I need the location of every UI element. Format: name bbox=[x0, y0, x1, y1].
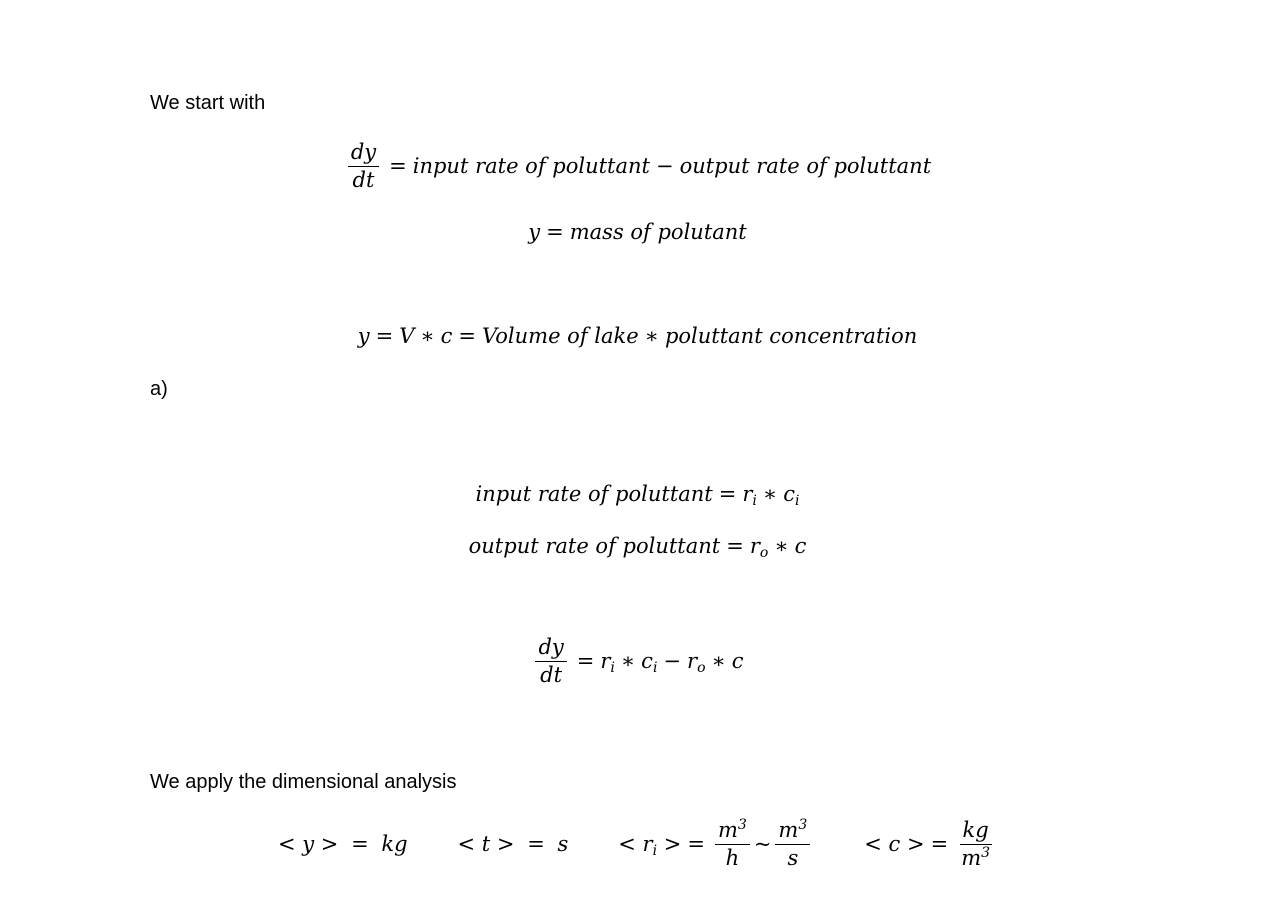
c-subscript: i bbox=[652, 659, 658, 676]
dim-ri-open: < r bbox=[618, 832, 653, 856]
fraction-numerator: dy bbox=[348, 142, 379, 167]
exponent: 3 bbox=[737, 817, 747, 833]
multiply-sign: ∗ bbox=[420, 324, 435, 348]
equation-dimensions bbox=[0, 817, 1275, 870]
concentration-term: poluttant concentration bbox=[664, 324, 918, 348]
equals-sign: = bbox=[351, 832, 369, 856]
dim-y bbox=[278, 834, 408, 855]
multiply-sign: ∗ bbox=[774, 534, 789, 558]
input-rate-term: input rate of poluttant bbox=[412, 154, 650, 178]
c-variable: c bbox=[731, 649, 744, 673]
r-subscript: o bbox=[759, 544, 769, 561]
c-variable: c bbox=[641, 649, 653, 673]
intro-text: We start with bbox=[150, 92, 266, 114]
r-variable: r bbox=[600, 649, 611, 673]
r-variable: r bbox=[687, 649, 698, 673]
multiply-sign: ∗ bbox=[762, 482, 778, 506]
fraction-numerator: $m^3$ bbox=[715, 820, 750, 845]
equals-sign: = bbox=[546, 220, 564, 244]
dim-y-rhs: kg bbox=[381, 832, 408, 856]
tilde-sign: ~ bbox=[753, 832, 772, 856]
fraction-denominator: h bbox=[725, 846, 740, 870]
fraction-m3-h bbox=[715, 817, 750, 870]
y-variable: y bbox=[357, 324, 370, 348]
equation-y-definition bbox=[0, 222, 1275, 243]
equals-sign: = bbox=[375, 324, 394, 348]
dim-c bbox=[864, 820, 997, 869]
input-rate-term: input rate of poluttant bbox=[475, 482, 713, 506]
fraction-numerator: $m^3$ bbox=[775, 820, 810, 845]
multiply-sign: ∗ bbox=[620, 649, 636, 673]
fraction-denominator: dt bbox=[352, 168, 375, 192]
fraction-dy-dt bbox=[535, 637, 566, 686]
v-variable: V bbox=[399, 324, 415, 348]
exponent: 3 bbox=[798, 817, 808, 833]
equals-sign: = bbox=[687, 832, 705, 856]
c-variable: c bbox=[794, 534, 807, 558]
r-variable: r bbox=[749, 534, 760, 558]
dim-t-lhs: < t > bbox=[457, 832, 515, 856]
equals-sign: = bbox=[718, 482, 737, 506]
dim-ri-close: > bbox=[657, 832, 682, 856]
fraction-denominator: s bbox=[787, 846, 799, 870]
dim-ri bbox=[618, 817, 814, 870]
equals-sign: = bbox=[389, 154, 407, 178]
volume-term: Volume of lake bbox=[482, 324, 639, 348]
minus-sign: − bbox=[663, 649, 682, 673]
output-rate-term: output rate of poluttant bbox=[679, 154, 932, 178]
equals-sign: = bbox=[930, 832, 949, 856]
fraction-numerator: kg bbox=[960, 820, 992, 845]
output-rate-term: output rate of poluttant bbox=[468, 534, 721, 558]
r-subscript: i bbox=[652, 842, 658, 859]
fraction-m3-s bbox=[775, 817, 810, 870]
equals-sign: = bbox=[458, 324, 477, 348]
equals-sign: = bbox=[527, 832, 545, 856]
fraction-numerator: dy bbox=[535, 637, 566, 662]
minus-sign: − bbox=[655, 154, 674, 178]
mass-term: mass of polutant bbox=[569, 220, 747, 244]
multiply-sign: ∗ bbox=[711, 649, 726, 673]
dim-c-lhs: < c > bbox=[864, 832, 925, 856]
dim-t bbox=[458, 834, 569, 855]
equation-differential bbox=[0, 637, 1275, 686]
equation-rate-balance bbox=[0, 142, 1275, 191]
r-subscript: i bbox=[752, 492, 757, 509]
c-subscript: i bbox=[794, 492, 800, 509]
r-variable: r bbox=[742, 482, 753, 506]
part-a-label: a) bbox=[150, 378, 168, 400]
c-variable: c bbox=[440, 324, 453, 348]
c-variable: c bbox=[783, 482, 795, 506]
equals-sign: = bbox=[726, 534, 744, 558]
exponent: 3 bbox=[981, 845, 991, 861]
dimensional-analysis-text: We apply the dimensional analysis bbox=[150, 771, 457, 793]
y-variable: y bbox=[528, 220, 541, 244]
dim-t-rhs: s bbox=[557, 832, 569, 856]
equals-sign: = bbox=[576, 649, 595, 673]
fraction-denominator: dt bbox=[540, 663, 563, 687]
equation-input-rate bbox=[0, 482, 1275, 509]
fraction-dy-dt bbox=[348, 142, 379, 191]
fraction-denominator: $m^3$ bbox=[961, 845, 991, 870]
dim-y-lhs: < y > bbox=[277, 832, 339, 856]
multiply-sign: ∗ bbox=[644, 324, 659, 348]
fraction-kg-m3 bbox=[958, 820, 993, 869]
r-subscript: o bbox=[697, 659, 706, 676]
equation-output-rate bbox=[0, 534, 1275, 561]
equation-volume-concentration bbox=[0, 326, 1275, 347]
r-subscript: i bbox=[610, 659, 615, 676]
